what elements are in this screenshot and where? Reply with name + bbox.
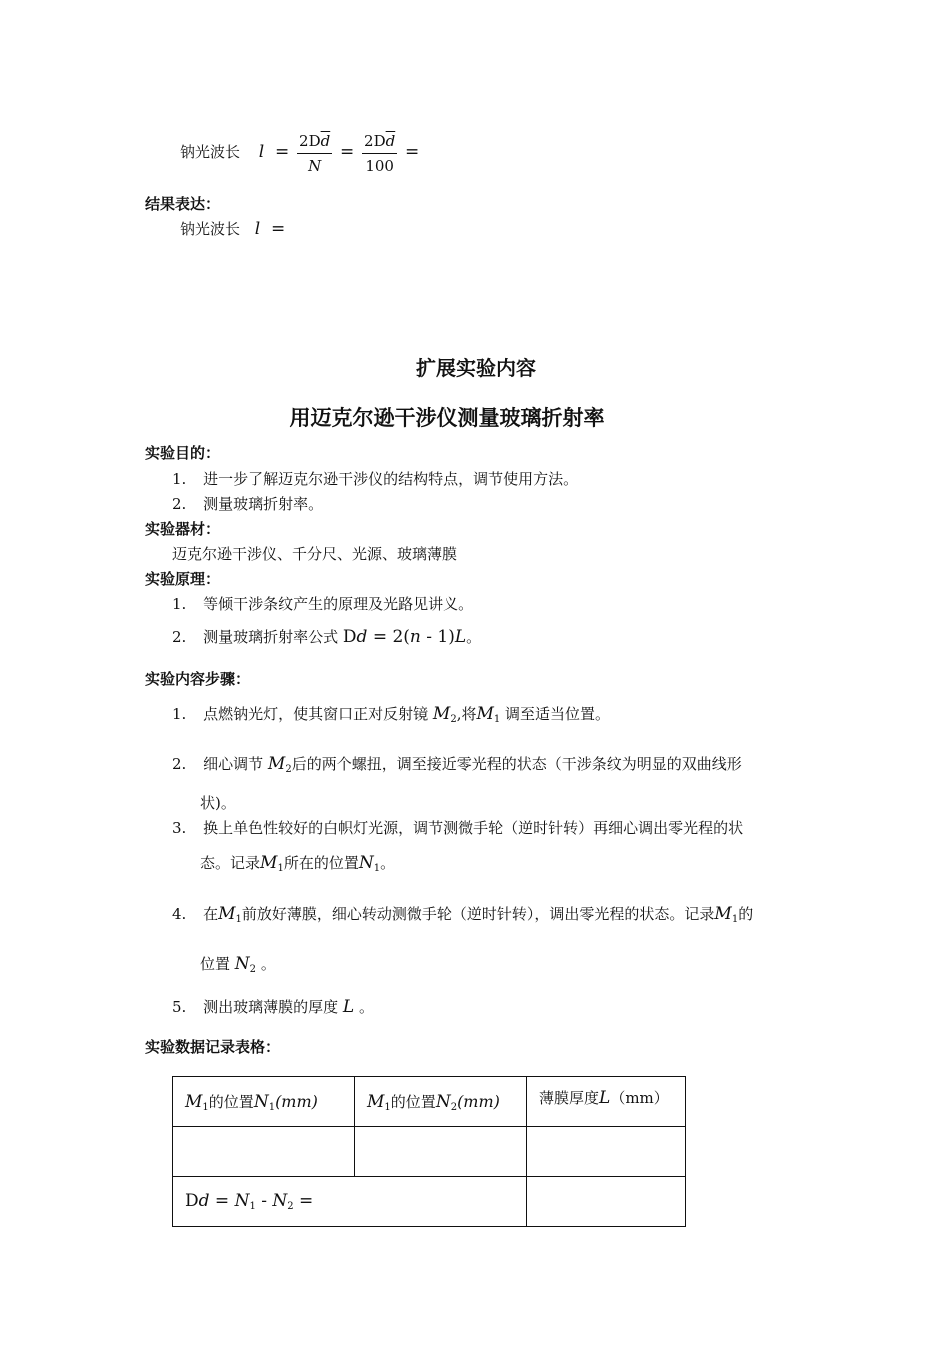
data-table bbox=[172, 1076, 686, 1227]
h2-text: 的位置 bbox=[390, 1092, 436, 1111]
step-4-text-c: 的 bbox=[738, 905, 754, 923]
h1-msub: 1 bbox=[202, 1101, 209, 1113]
step-3-text-d: 。 bbox=[380, 854, 396, 872]
pf-end: 。 bbox=[466, 628, 482, 646]
step-4-sub2: 1 bbox=[731, 914, 739, 925]
h1-text: 的位置 bbox=[208, 1092, 254, 1111]
step-3-text-b: 态。记录 bbox=[200, 854, 261, 872]
f-eq2: = bbox=[293, 1191, 314, 1211]
step-1-sub2: 1 bbox=[493, 714, 501, 725]
step-3-m: M bbox=[260, 853, 278, 873]
step-4-text-d: 位置 bbox=[200, 955, 231, 973]
pf-D: D bbox=[342, 627, 357, 647]
frac2-coef: 2D bbox=[364, 131, 386, 150]
f-n1: N bbox=[234, 1191, 250, 1211]
step-3 bbox=[172, 817, 743, 838]
h2-n: N bbox=[435, 1091, 451, 1112]
f-minus: - bbox=[255, 1191, 273, 1211]
step-3-num: 3. bbox=[172, 819, 187, 837]
step-3-text-a: 换上单色性较好的白帜灯光源，调节测微手轮（逆时针转）再细心调出零光程的状 bbox=[203, 819, 744, 837]
principle-item-1 bbox=[172, 593, 473, 614]
step-3-n: N bbox=[358, 853, 374, 873]
principle-formula bbox=[343, 627, 466, 647]
step-5-text-b: 。 bbox=[358, 998, 374, 1016]
step-4-sub: 1 bbox=[235, 914, 242, 925]
step-5-num: 5. bbox=[172, 998, 187, 1016]
main-title: 用迈克尔逊干涉仪测量玻璃折射率 bbox=[289, 405, 605, 430]
table-row bbox=[173, 1127, 686, 1177]
table-formula-row bbox=[173, 1177, 686, 1227]
pf-d: d bbox=[356, 627, 368, 647]
purpose-heading: 实验目的： bbox=[145, 444, 221, 462]
header-cell-thickness bbox=[527, 1077, 686, 1127]
table-header-row bbox=[173, 1077, 686, 1127]
equipment-text: 迈克尔逊干涉仪、千分尺、光源、玻璃薄膜 bbox=[172, 545, 458, 563]
h1-m: M bbox=[185, 1091, 203, 1112]
step-2-num: 2. bbox=[172, 755, 187, 773]
step-5-l: L bbox=[342, 997, 355, 1017]
step-2-m: M bbox=[267, 754, 286, 774]
purpose-item-1-num: 1. bbox=[172, 470, 187, 488]
result-label: 钠光波长 bbox=[180, 220, 241, 238]
step-1-text-c: 调至适当位置。 bbox=[505, 705, 611, 723]
step-2-cont: 状)。 bbox=[200, 794, 236, 812]
step-1-m2: M bbox=[476, 704, 494, 724]
step-3-nsub: 1 bbox=[373, 863, 381, 874]
h1-nsub: 1 bbox=[268, 1101, 276, 1113]
step-1-m: M bbox=[432, 704, 451, 724]
frac1-var: $\overline{d}$ bbox=[320, 131, 331, 150]
step-5-text-a: 测出玻璃薄膜的厚度 bbox=[203, 998, 339, 1016]
step-3-sub: 1 bbox=[277, 863, 284, 874]
step-4-num: 4. bbox=[172, 905, 187, 923]
h3-unit: （mm） bbox=[610, 1089, 669, 1107]
formula-cell bbox=[173, 1177, 527, 1227]
step-3-cont bbox=[200, 852, 395, 874]
fraction-2 bbox=[362, 131, 397, 176]
step-2 bbox=[172, 753, 742, 775]
f-n1sub: 1 bbox=[249, 1201, 256, 1212]
frac1-coef: 2D bbox=[299, 131, 321, 150]
fraction-1 bbox=[297, 131, 332, 176]
h3-text: 薄膜厚度 bbox=[539, 1089, 600, 1107]
cell-thickness-value[interactable] bbox=[527, 1127, 686, 1177]
principle-item-2 bbox=[172, 626, 481, 647]
f-eq: = bbox=[209, 1191, 235, 1211]
pf-rest: - 1) bbox=[420, 627, 455, 647]
equals-sign-2: = bbox=[340, 142, 355, 162]
header-cell-n1 bbox=[173, 1077, 355, 1127]
f-n2sub: 2 bbox=[287, 1201, 294, 1212]
step-3-text-c: 所在的位置 bbox=[283, 854, 359, 872]
result-line bbox=[180, 218, 285, 239]
f-d-upper: D bbox=[185, 1191, 199, 1211]
pf-L: L bbox=[454, 627, 467, 647]
purpose-item-2-text: 测量玻璃折射率。 bbox=[203, 495, 324, 513]
step-4-cont bbox=[200, 953, 276, 975]
h2-nsub: 2 bbox=[450, 1101, 458, 1113]
step-1-text-a: 点燃钠光灯，使其窗口正对反射镜 bbox=[203, 705, 429, 723]
h2-msub: 1 bbox=[384, 1101, 391, 1113]
h1-unit: (mm) bbox=[275, 1091, 318, 1111]
step-4-nsub: 2 bbox=[249, 964, 257, 975]
step-4-text-a: 在 bbox=[203, 905, 219, 923]
wavelength-formula bbox=[180, 128, 419, 176]
purpose-item-1-text: 进一步了解迈克尔逊干涉仪的结构特点，调节使用方法。 bbox=[203, 470, 579, 488]
step-1 bbox=[172, 703, 610, 725]
cell-formula-value[interactable] bbox=[527, 1177, 686, 1227]
step-4-m2: M bbox=[714, 904, 732, 924]
step-2-text-b: 后的两个螺扭，调至接近零光程的状态（干涉条纹为明显的双曲线形 bbox=[291, 755, 742, 773]
h3-l: L bbox=[599, 1088, 611, 1108]
principle-item-1-num: 1. bbox=[172, 595, 187, 613]
frac1-den: N bbox=[308, 156, 322, 175]
step-5 bbox=[172, 996, 374, 1017]
step-4-text-e: 。 bbox=[260, 955, 276, 973]
purpose-item-1 bbox=[172, 468, 578, 489]
step-4-m: M bbox=[218, 904, 236, 924]
h2-unit: (mm) bbox=[457, 1091, 500, 1111]
pf-mid: = 2( bbox=[367, 627, 410, 647]
wavelength-label: 钠光波长 bbox=[180, 143, 241, 161]
lambda-symbol: l bbox=[258, 142, 265, 162]
cell-n2-value[interactable] bbox=[355, 1127, 527, 1177]
step-1-text-b: ,将 bbox=[456, 705, 477, 723]
step-4-n: N bbox=[234, 954, 250, 974]
step-1-num: 1. bbox=[172, 705, 187, 723]
result-equals: = bbox=[271, 219, 286, 239]
h1-n: N bbox=[253, 1091, 269, 1112]
f-n2: N bbox=[272, 1191, 288, 1211]
header-cell-n2 bbox=[355, 1077, 527, 1127]
purpose-item-2 bbox=[172, 493, 323, 514]
result-heading: 结果表达： bbox=[145, 195, 221, 213]
step-1-sub: 2 bbox=[450, 714, 457, 725]
step-4 bbox=[172, 903, 753, 925]
equals-sign: = bbox=[275, 142, 290, 162]
extended-title: 扩展实验内容 bbox=[416, 356, 536, 380]
step-4-text-b: 前放好薄膜，细心转动测微手轮（逆时针转），调出零光程的状态。记录 bbox=[241, 905, 715, 923]
principle-item-2-num: 2. bbox=[172, 628, 187, 646]
pf-n: n bbox=[409, 627, 421, 647]
frac2-var: $\overline{d}$ bbox=[385, 131, 396, 150]
f-d: d bbox=[198, 1191, 210, 1211]
principle-item-2-text: 测量玻璃折射率公式 bbox=[203, 628, 339, 646]
purpose-item-2-num: 2. bbox=[172, 495, 187, 513]
equipment-heading: 实验器材： bbox=[145, 520, 221, 538]
steps-heading: 实验内容步骤： bbox=[145, 670, 251, 688]
equals-sign-3: = bbox=[405, 142, 420, 162]
step-2-sub: 2 bbox=[285, 764, 292, 775]
principle-heading: 实验原理： bbox=[145, 570, 221, 588]
step-2-text-a: 细心调节 bbox=[203, 755, 264, 773]
h2-m: M bbox=[367, 1091, 385, 1112]
principle-item-1-text: 等倾干涉条纹产生的原理及光路见讲义。 bbox=[203, 595, 474, 613]
table-heading: 实验数据记录表格： bbox=[145, 1038, 281, 1056]
cell-n1-value[interactable] bbox=[173, 1127, 355, 1177]
frac2-den: 100 bbox=[365, 156, 394, 175]
result-lambda: l bbox=[254, 219, 261, 239]
